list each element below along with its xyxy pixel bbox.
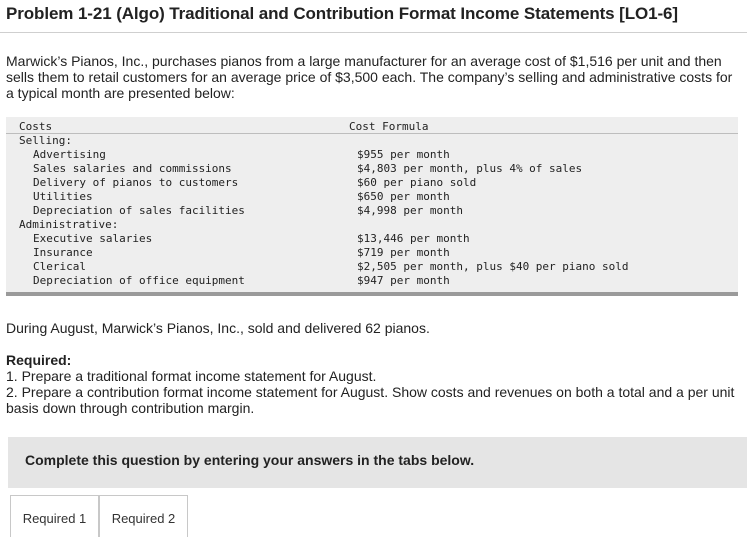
cost-row-label: Utilities bbox=[33, 190, 93, 203]
tab-required-1[interactable] bbox=[10, 495, 99, 537]
cost-row-label: Administrative: bbox=[19, 218, 119, 231]
cost-row-formula: $13,446 per month bbox=[357, 232, 470, 245]
tab-required-2-label: Required 2 bbox=[111, 511, 176, 526]
required-item-2: 2. Prepare a contribution format income statement for August. Show costs and revenues on both a total and a per unit basis down through contribution margin. bbox=[6, 384, 735, 416]
instruction-text: Complete this question by entering your answers in the tabs below. bbox=[25, 452, 475, 468]
cost-row-formula: $650 per month bbox=[357, 190, 450, 203]
cost-row-formula: $719 per month bbox=[357, 246, 450, 259]
august-sales-text: During August, Marwick’s Pianos, Inc., sold and delivered 62 pianos. bbox=[6, 320, 430, 336]
intro-paragraph: Marwick’s Pianos, Inc., purchases pianos from a large manufacturer for an average cost of $1,516 per unit and then sells them to retail customers for an average price of $3,500 each. The company’s selling and administrative costs for a typical month are presented below: bbox=[6, 53, 733, 101]
cost-row-label: Clerical bbox=[33, 260, 86, 273]
cost-row-formula: $4,803 per month, plus 4% of sales bbox=[357, 162, 583, 175]
cost-row-formula: $4,998 per month bbox=[357, 204, 463, 217]
cost-row-label: Sales salaries and commissions bbox=[33, 162, 232, 175]
cost-row-formula: $955 per month bbox=[357, 148, 450, 161]
cost-row-label: Insurance bbox=[33, 246, 93, 259]
cost-row-label: Executive salaries bbox=[33, 232, 153, 245]
cost-row-formula: $60 per piano sold bbox=[357, 176, 477, 189]
required-heading: Required: bbox=[6, 352, 72, 368]
required-item-1: 1. Prepare a traditional format income statement for August. bbox=[6, 368, 377, 384]
costs-column-header: Costs bbox=[19, 120, 53, 133]
cost-row-formula: $947 per month bbox=[357, 274, 450, 287]
cost-row-label: Delivery of pianos to customers bbox=[33, 176, 239, 189]
cost-row-label: Selling: bbox=[19, 134, 72, 147]
tab-required-1-label: Required 1 bbox=[22, 511, 87, 526]
instruction-banner bbox=[8, 437, 747, 488]
cost-row-label: Depreciation of sales facilities bbox=[33, 204, 245, 217]
tab-required-2[interactable] bbox=[99, 495, 188, 537]
table-header-divider bbox=[6, 133, 738, 134]
cost-formula-column-header: Cost Formula bbox=[349, 120, 429, 133]
cost-row-label: Advertising bbox=[33, 148, 106, 161]
cost-row-label: Depreciation of office equipment bbox=[33, 274, 245, 287]
cost-row-formula: $2,505 per month, plus $40 per piano sold bbox=[357, 260, 629, 273]
problem-title: Problem 1-21 (Algo) Traditional and Contribution Format Income Statements [LO1-6] bbox=[6, 4, 678, 23]
title-divider bbox=[0, 32, 747, 33]
required-section bbox=[6, 352, 736, 416]
cost-table bbox=[6, 117, 738, 296]
